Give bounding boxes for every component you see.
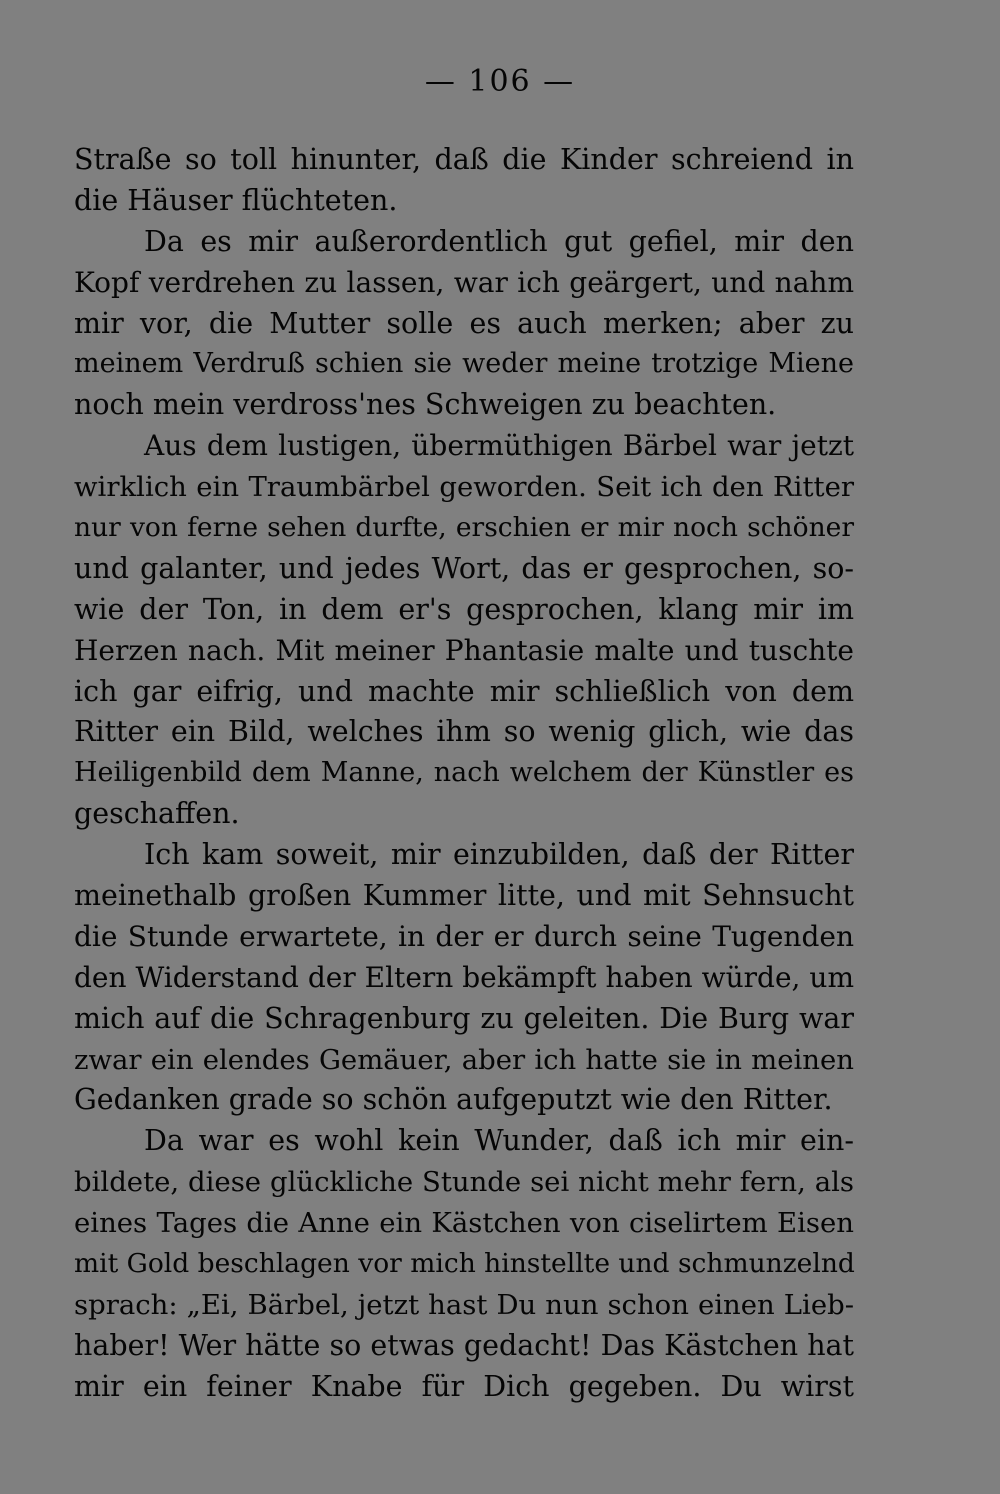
text-line: Aus dem lustigen, übermüthigen Bärbel war jetzt: [144, 429, 854, 463]
text-line: eines Tages die Anne ein Kästchen von ciselirtem Eisen: [74, 1207, 854, 1240]
text-line: Da es mir außerordentlich gut gefiel, mir den: [144, 224, 854, 258]
text-line: mich auf die Schragenburg zu geleiten. Die Burg war: [74, 1001, 854, 1035]
text-line: Ich kam soweit, mir einzubilden, daß der Ritter: [144, 838, 854, 872]
text-line: Heiligenbild dem Manne, nach welchem der Künstler es: [74, 757, 854, 789]
text-line: ich gar eifrig, und machte mir schließlich von dem: [74, 674, 854, 708]
text-line: Da war es wohl kein Wunder, daß ich mir ein-: [144, 1124, 854, 1158]
text-line: Ritter ein Bild, welches ihm so wenig glich, wie das: [74, 715, 854, 749]
text-line: und galanter, und jedes Wort, das er gesprochen, so-: [74, 551, 854, 585]
text-line: mir ein feiner Knabe für Dich gegeben. Du wirst: [74, 1369, 854, 1403]
text-line: die Häuser flüchteten.: [74, 183, 398, 217]
text-line: Gedanken grade so schön aufgeputzt wie den Ritter.: [74, 1083, 833, 1117]
text-line: noch mein verdross'nes Schweigen zu beachten.: [74, 388, 777, 422]
text-line: mir vor, die Mutter solle es auch merken; aber zu: [74, 306, 854, 340]
text-line: meinem Verdruß schien sie weder meine trotzige Miene: [74, 348, 854, 380]
text-line: sprach: „Ei, Bärbel, jetzt hast Du nun schon einen Lieb-: [74, 1288, 854, 1321]
text-line: den Widerstand der Eltern bekämpft haben würde, um: [74, 960, 854, 994]
body-text: [74, 140, 854, 1408]
text-line: zwar ein elendes Gemäuer, aber ich hatte sie in meinen: [74, 1043, 854, 1076]
text-line: Straße so toll hinunter, daß die Kinder schreiend in: [74, 143, 854, 176]
text-line: geschaffen.: [74, 797, 240, 831]
text-line: wie der Ton, in dem er's gesprochen, klang mir im: [74, 592, 854, 626]
text-line: mit Gold beschlagen vor mich hinstellte und schmunzelnd: [74, 1248, 855, 1280]
text-line: nur von ferne sehen durfte, erschien er mir noch schöner: [74, 512, 854, 544]
text-line: haber! Wer hätte so etwas gedacht! Das Kästchen hat: [74, 1328, 854, 1362]
text-line: Herzen nach. Mit meiner Phantasie malte und tuschte: [74, 633, 854, 667]
text-line: bildete, diese glückliche Stunde sei nicht mehr fern, als: [74, 1166, 854, 1199]
text-line: Kopf verdrehen zu lassen, war ich geärgert, und nahm: [74, 265, 854, 299]
text-line: wirklich ein Traumbärbel geworden. Seit ich den Ritter: [74, 471, 854, 504]
page-number: — 106 —: [424, 64, 576, 99]
text-line: meinethalb großen Kummer litte, und mit Sehnsucht: [74, 879, 854, 913]
text-line: die Stunde erwartete, in der er durch seine Tugenden: [74, 919, 854, 953]
